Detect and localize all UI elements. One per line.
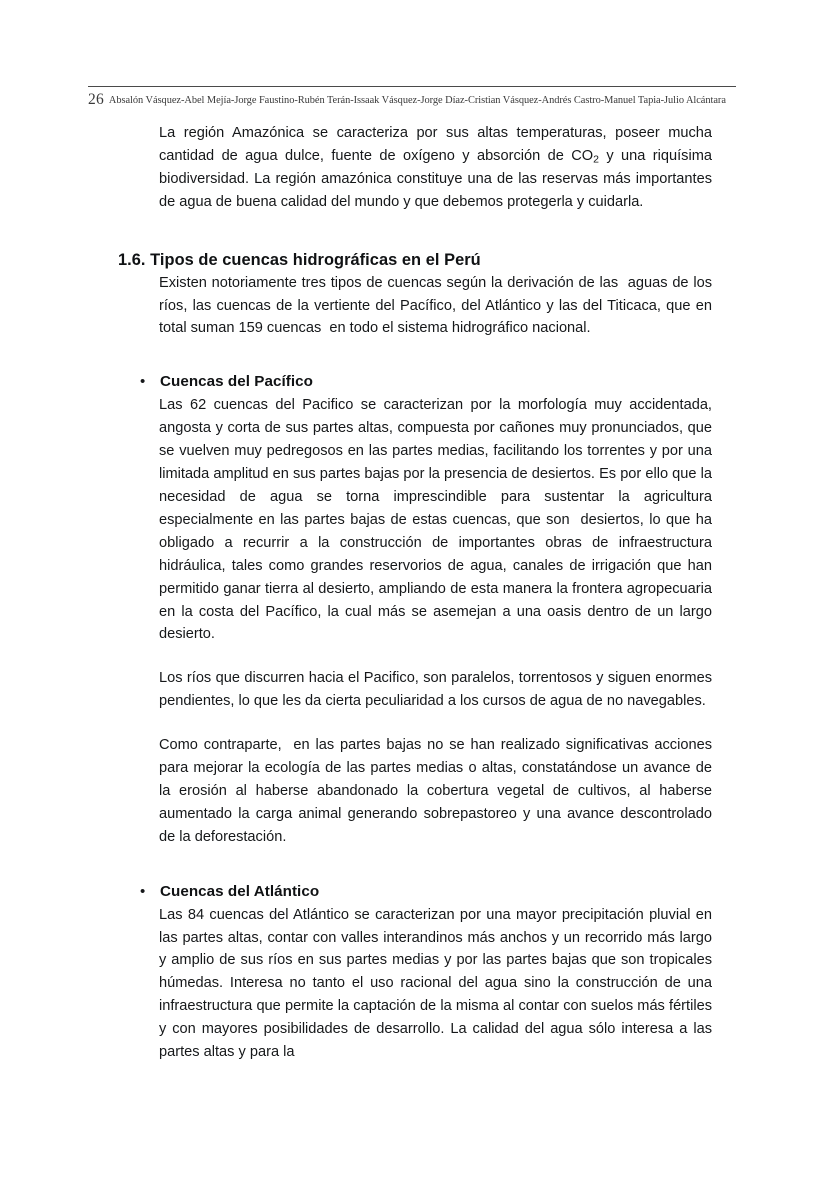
bullet-point-icon: • — [140, 882, 146, 900]
intro-paragraph-block — [159, 122, 717, 214]
bullet-title-pacifico: Cuencas del Pacífico — [160, 373, 313, 391]
running-head-line — [88, 91, 736, 108]
section-heading: 1.6. Tipos de cuencas hidrográficas en el Perú — [118, 250, 481, 269]
intro-paragraph-part2: y una riquísima biodiversidad. La región amazónica constituye una de las reservas más importantes de agua de buena calidad del mundo y que debemos protegerla y cuidarla. — [159, 147, 717, 210]
section-cuencas-atlantico — [112, 880, 717, 1064]
bullet-body-pacifico — [159, 394, 717, 848]
co2-subscript: 2 — [593, 153, 599, 166]
running-head-authors: Absalón Vásquez-Abel Mejía-Jorge Faustino-Rubén Terán-Issaak Vásquez-Jorge Díaz-Cristian Vásquez-Andrés Castro-Manuel Tapia-Julio Alcántara — [108, 95, 726, 106]
intro-paragraph — [159, 122, 717, 214]
bullet-point-icon: • — [140, 373, 146, 391]
running-head-rule — [88, 86, 736, 87]
atlantico-paragraph-1: Las 84 cuencas del Atlántico se caracterizan por una mayor precipitación pluvial en las partes altas, contar con valles interandinos más anchos y un recorrido más largo y amplio de sus ríos en sus partes medias y por las partes bajas que son tropicales húmedas. Interesa no tanto el uso racional del agua sino la construcción de una infraestructura que permite la captación de la misma al contar con suelos más fértiles y con mayores posibilidades de desarrollo. La calidad del agua sólo interesa a las partes altas y para la — [159, 906, 717, 1061]
intro-paragraph-part1: La región Amazónica se caracteriza por sus altas temperaturas, poseer mucha cantidad de agua dulce, fuente de oxígeno y absorción de CO — [159, 125, 717, 164]
types-paragraph: Existen notoriamente tres tipos de cuencas según la derivación de las aguas de los ríos, las cuencas de la vertiente del Pacífico, del Atlántico y las del Titicaca, que en total suman 159 cuencas en todo el sistema hidrográfico nacional. — [159, 274, 717, 337]
bullet-heading-atlantico — [140, 880, 712, 903]
pacifico-paragraph-3: Como contraparte, en las partes bajas no se han realizado significativas acciones para mejorar la ecología de las partes medias o altas, constatándose un avance de la erosión al haberse abandonado la cobertura vegetal de cultivos, al haberse aumentado la carga animal generando sobrepastoreo y una avance descontrolado de la deforestación. — [159, 737, 717, 845]
section-cuencas-pacifico — [112, 370, 717, 848]
bullet-title-atlantico: Cuencas del Atlántico — [160, 882, 320, 900]
section-heading-wrap — [118, 248, 712, 272]
pacifico-paragraph-2: Los ríos que discurren hacia el Pacifico, son paralelos, torrentosos y siguen enormes pendientes, lo que les da cierta peculiaridad a los cursos de agua de no navegables. — [159, 670, 717, 710]
bullet-body-atlantico — [159, 904, 717, 1064]
pacifico-paragraph-1: Las 62 cuencas del Pacifico se caracterizan por la morfología muy accidentada, angosta y corta de sus partes altas, compuesta por cañones muy pronunciados, que se vuelven muy pedregosos en las partes medias, facilitando los torrentes y por una limitada amplitud en sus partes bajas por la presencia de desiertos. Es por ello que la necesidad de agua se torna imprescindible para sustentar la agricultura especialmente en las partes bajas de estas cuencas, que son desiertos, lo que ha obligado a recurrir a la construcción de importantes obras de infraestructura hidráulica, tales como grandes reservorios de agua, canales de irrigación que han permitido ganar tierra al desierto, ampliando de esta manera la frontera agropecuaria en la costa del Pacífico, la cual más se asemejan a una oasis dentro de un largo desierto. — [159, 397, 717, 643]
page-content — [112, 122, 717, 1064]
running-head — [88, 86, 736, 108]
bullet-heading-pacifico — [140, 370, 712, 393]
page-number: 26 — [88, 91, 104, 108]
types-paragraph-block — [159, 272, 717, 341]
